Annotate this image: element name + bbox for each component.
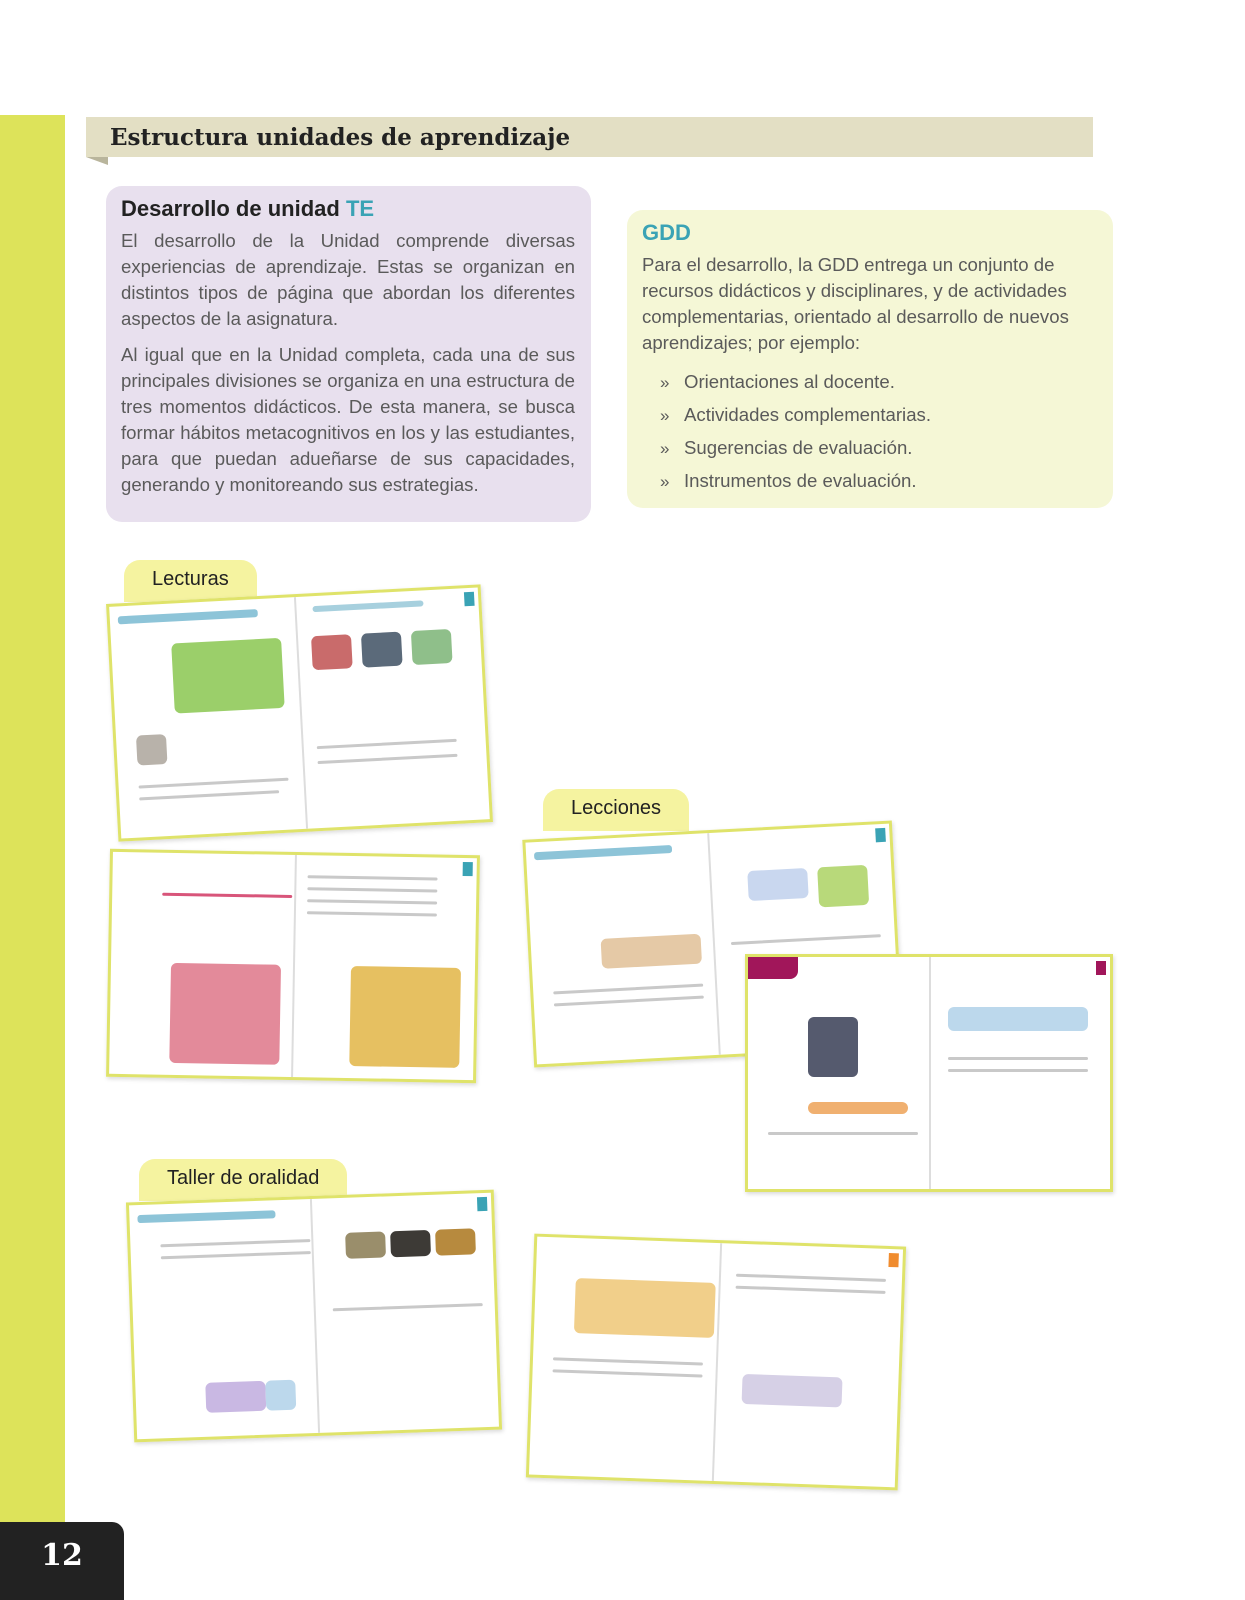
desarrollo-unidad-title: [121, 196, 575, 222]
desarrollo-paragraph-2: Al igual que en la Unidad completa, cada una de sus principales divisiones se organiza en una estructura de tres momentos didácticos. De esta manera, se busca formar hábitos metacognitivos en los y las estudiantes, para que puedan adueñarse de sus capacidades, generando y monitoreando sus estrategias.: [121, 344, 575, 495]
list-item: [660, 432, 1097, 465]
page-spread-thumbnail-taller-1: [126, 1190, 502, 1443]
page-number: 12: [0, 1522, 124, 1600]
gdd-box: [627, 210, 1113, 508]
list-item: [660, 399, 1097, 432]
desarrollo-unidad-box: [106, 186, 591, 522]
bullet-mark: »: [660, 472, 670, 491]
gdd-intro: Para el desarrollo, la GDD entrega un conjunto de recursos didácticos y disciplinares, y de actividades complementarias, orientado al desarrollo de nuevos aprendizajes; por ejemplo:: [642, 254, 1069, 353]
gdd-title: GDD: [642, 220, 691, 245]
box-title-accent: TE: [345, 196, 375, 221]
page-spread-thumbnail-lecturas-1: [106, 584, 493, 841]
list-item-text: Instrumentos de evaluación.: [684, 470, 917, 491]
tab-taller-oralidad: Taller de oralidad: [139, 1159, 347, 1201]
list-item-text: Orientaciones al docente.: [684, 371, 895, 392]
page-spread-thumbnail-lecciones-2: [745, 954, 1113, 1192]
page-spread-thumbnail-taller-2: [526, 1234, 906, 1491]
page-spread-thumbnail-lecturas-2: [106, 849, 480, 1083]
box-title-text: Desarrollo de unidad: [121, 196, 340, 221]
gdd-list: [642, 366, 1097, 498]
page-title: Estructura unidades de aprendizaje: [110, 123, 571, 151]
bullet-mark: »: [660, 439, 670, 458]
section-title-bar: [86, 117, 1093, 157]
list-item-text: Sugerencias de evaluación.: [684, 437, 913, 458]
desarrollo-paragraph-1: El desarrollo de la Unidad comprende diversas experiencias de aprendizaje. Estas se organizan en distintos tipos de página que abordan los diferentes aspectos de la asignatura.: [121, 230, 575, 329]
tab-lecturas: Lecturas: [124, 560, 257, 602]
bullet-mark: »: [660, 373, 670, 392]
side-color-strip: [0, 115, 65, 1600]
list-item: [660, 366, 1097, 399]
bullet-mark: »: [660, 406, 670, 425]
list-item-text: Actividades complementarias.: [684, 404, 931, 425]
tab-lecciones: Lecciones: [543, 789, 689, 831]
list-item: [660, 465, 1097, 498]
